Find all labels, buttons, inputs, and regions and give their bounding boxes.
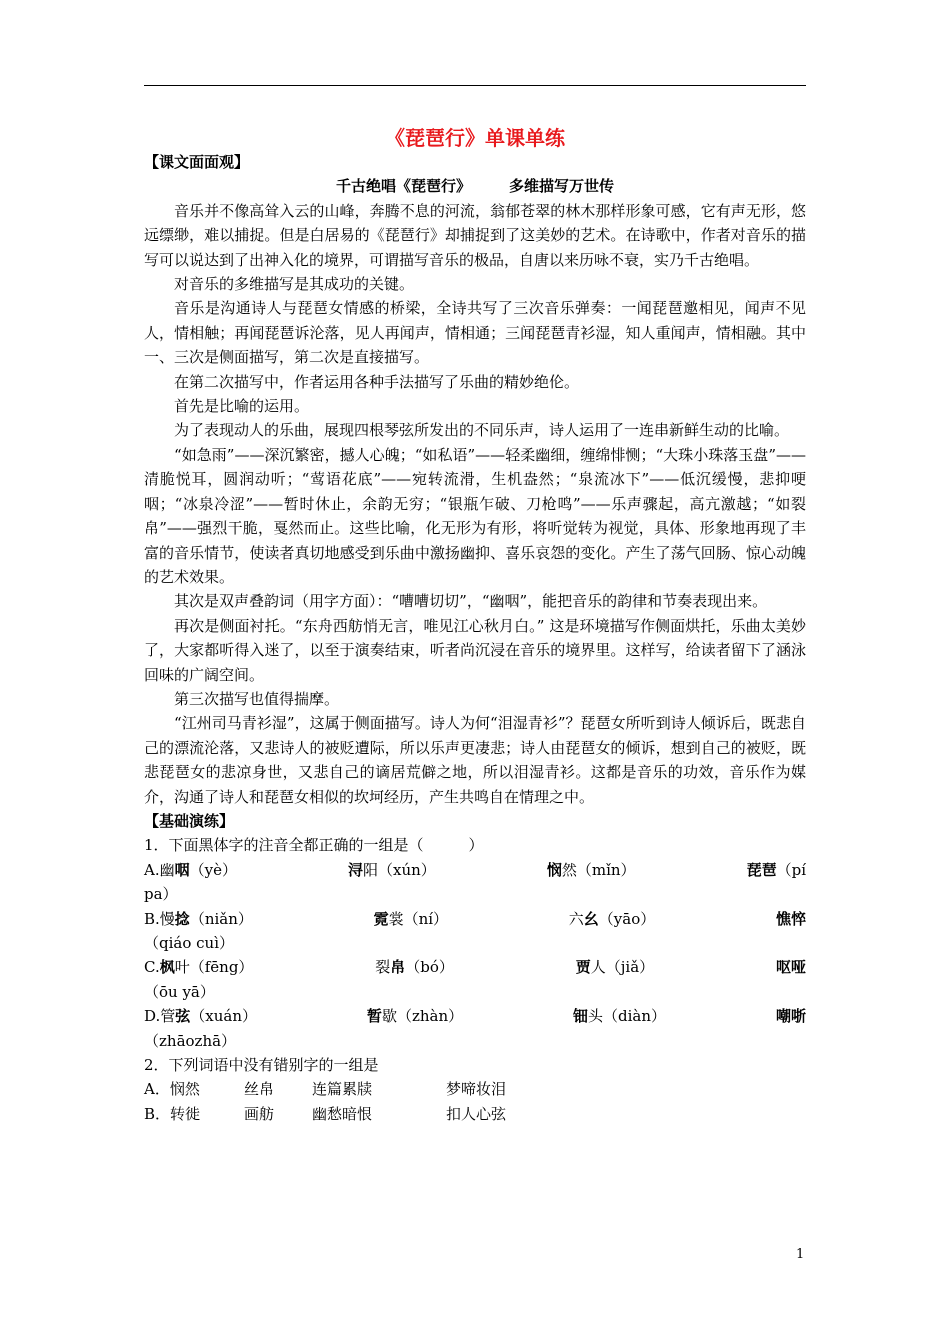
option-word: 丝帛 (244, 1080, 275, 1099)
paragraph: “如急雨”——深沉繁密，撼人心魄；“如私语”——轻柔幽细，缠绵悱恻；“大珠小珠落玉盘”——清脆悦耳，圆润动听；“莺语花底”——宛转流滑，生机盎然；“泉流冰下”——低沉缓慢，悲抑哽咽；“冰泉冷涩”——暂时休止，余韵无穷；“银瓶乍破、刀枪鸣”——乐声骤起，高亢激越；“如裂帛”——强烈干脆，戛然而止。这些比喻，化无形为有形，将听觉转为视觉，具体、形象地再现了丰富的音乐情节，使读者真切地感受到乐曲中激扬幽抑、喜乐哀怨的变化。产生了荡气回肠、惊心动魄的艺术效果。 (144, 445, 806, 586)
content-body (144, 150, 806, 1126)
paragraph: 在第二次描写中，作者运用各种手法描写了乐曲的精妙绝伦。 (174, 372, 580, 391)
q1-option-c (144, 955, 806, 979)
option-item: 霓裳（ní） (373, 909, 449, 928)
option-word: B．转徙 (144, 1104, 201, 1123)
option-item: 六幺（yāo） (568, 909, 656, 928)
page-number: 1 (796, 1247, 805, 1262)
option-word: 扣人心弦 (446, 1104, 507, 1123)
q2-option-b (144, 1102, 806, 1126)
paragraph: 第三次描写也值得揣摩。 (174, 689, 340, 708)
section-heading-basics: 【基础演练】 (144, 811, 235, 830)
subtitle-right: 多维描写万世传 (509, 177, 615, 196)
option-word: A．悯然 (144, 1080, 200, 1099)
paragraph: 音乐是沟通诗人与琵琶女情感的桥梁，全诗共写了三次音乐弹奏：一闻琵琶邀相见，闻声不见人，情相触；再闻琵琶诉沦落，见人再闻声，情相通；三闻琵琶青衫湿，知人重闻声，情相融。其中一、三次是侧面描写，第二次是直接描写。 (144, 299, 806, 367)
q1-option-a-continued: pa） (144, 885, 178, 904)
paragraph: 再次是侧面衬托。“东舟西舫悄无言，唯见江心秋月白。” 这是环境描写作侧面烘托，乐曲太美妙了，大家都听得入迷了，以至于演奏结束，听者尚沉浸在音乐的境界里。这样写，给读者留下了涵泳回味的广阔空间。 (144, 616, 806, 684)
option-word: 梦啼妆泪 (446, 1080, 507, 1099)
option-item: D.管弦（xuán） (144, 1007, 258, 1026)
q1-option-c-continued: （ōu yā） (144, 982, 215, 1001)
option-item: 暂歇（zhàn） (366, 1007, 464, 1026)
q1-option-d (144, 1004, 806, 1028)
paragraph: 对音乐的多维描写是其成功的关键。 (174, 275, 415, 294)
paragraph: “江州司马青衫湿”，这属于侧面描写。诗人为何“泪湿青衫”？琵琶女所听到诗人倾诉后，既悲自己的漂流沦落，又悲诗人的被贬遭际，所以乐声更凄悲；诗人由琵琶女的倾诉，想到自己的被贬，既悲琵琶女的悲凉身世，又悲自己的谪居荒僻之地，所以泪湿青衫。这都是音乐的功效，音乐作为媒介，沟通了诗人和琵琶女相似的坎坷经历，产生共鸣自在情理之中。 (144, 714, 806, 806)
header-rule (144, 85, 806, 86)
option-item: 悯然（mǐn） (546, 860, 636, 879)
q2-option-a (144, 1077, 806, 1101)
option-word: 画舫 (244, 1104, 275, 1123)
option-item: 琵琶（pí (746, 860, 806, 879)
option-item: B.慢捻（niǎn） (144, 909, 253, 928)
paragraph: 首先是比喻的运用。 (174, 397, 310, 416)
option-item: 贾人（jiǎ） (575, 958, 655, 977)
question-2-stem: 2．下列词语中没有错别字的一组是 (144, 1056, 379, 1075)
section-heading-overview: 【课文面面观】 (144, 153, 250, 171)
option-item: A.幽咽（yè） (144, 860, 237, 879)
paragraph: 音乐并不像高耸入云的山峰，奔腾不息的河流，翁郁苍翠的林木那样形象可感，它有声无形，悠远缥缈，难以捕捉。但是白居易的《琵琶行》却捕捉到了这美妙的艺术。在诗歌中，作者对音乐的描写可以说达到了出神入化的境界，可谓描写音乐的极品，自唐以来历咏不衰，实乃千古绝唱。 (144, 201, 806, 269)
option-item: 呕哑 (775, 958, 806, 977)
q1-option-d-continued: （zhāozhā） (144, 1031, 237, 1050)
paragraph: 其次是双声叠韵词（用字方面）：“嘈嘈切切”，“幽咽”，能把音乐的韵律和节奏表现出来。 (174, 592, 768, 611)
paragraph: 为了表现动人的乐曲，展现四根琴弦所发出的不同乐声，诗人运用了一连串新鲜生动的比喻。 (174, 421, 790, 440)
option-item: 钿头（diàn） (573, 1007, 667, 1026)
option-item: 浔阳（xún） (348, 860, 436, 879)
option-item: 嘲哳 (775, 1007, 806, 1026)
option-item: 裂帛（bó） (375, 958, 454, 977)
option-item: C.枫叶（fēng） (144, 958, 254, 977)
option-word: 连篇累牍 (312, 1080, 373, 1099)
q1-option-b-continued: （qiáo cuì） (144, 934, 235, 952)
article-subtitle (144, 174, 806, 198)
option-item: 憔悴 (775, 909, 806, 928)
q1-option-b (144, 907, 806, 931)
q1-option-a (144, 858, 806, 882)
page-title: 《琵琶行》单课单练 (385, 126, 565, 150)
question-1-stem: 1．下面黑体字的注音全都正确的一组是（ ） (144, 836, 484, 855)
subtitle-left: 千古绝唱《琵琶行》 (335, 177, 471, 196)
option-word: 幽愁暗恨 (312, 1104, 373, 1123)
